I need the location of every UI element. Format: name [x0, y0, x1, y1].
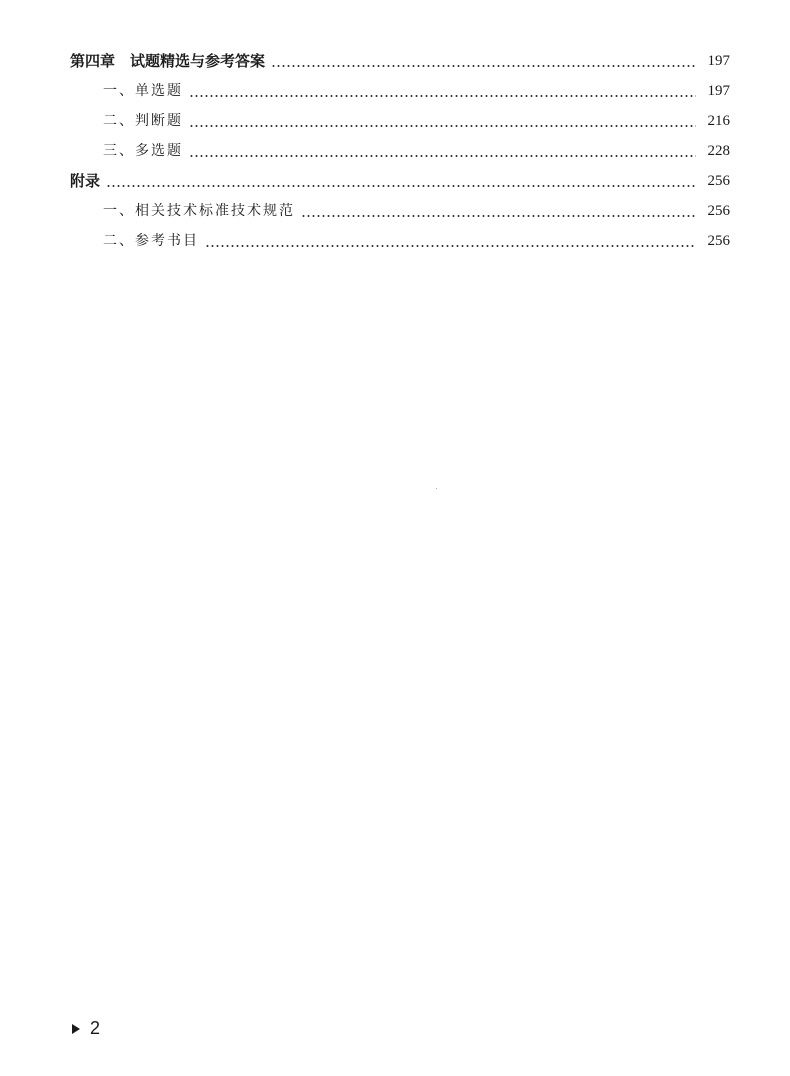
- toc-entry-page: 216: [707, 113, 730, 129]
- toc-entry-page: 197: [707, 53, 730, 69]
- toc-entry-title: 一、相关技术标准技术规范: [103, 203, 295, 219]
- toc-entry-page: 256: [707, 233, 730, 249]
- toc-entry-multiple-choice[interactable]: [70, 136, 730, 166]
- toc-entry-true-false[interactable]: [70, 106, 730, 136]
- dot-leader: [271, 46, 696, 76]
- dot-leader: [301, 196, 696, 226]
- dot-leader: [205, 226, 696, 256]
- dot-leader: [106, 166, 696, 196]
- scan-speck: [436, 488, 437, 489]
- toc-entry-title: 第四章 试题精选与参考答案: [70, 52, 266, 70]
- toc-entry-page: 197: [707, 83, 730, 99]
- toc-entry-single-choice[interactable]: [70, 76, 730, 106]
- table-of-contents: [70, 46, 730, 256]
- toc-entry-page: 228: [707, 143, 730, 159]
- toc-entry-chapter-4[interactable]: [70, 46, 730, 76]
- dot-leader: [189, 76, 696, 106]
- toc-entry-references[interactable]: [70, 226, 730, 256]
- toc-entry-title: 三、多选题: [103, 143, 183, 159]
- toc-entry-title: 附录: [70, 172, 101, 190]
- toc-entry-page: 256: [707, 203, 730, 219]
- toc-entry-standards[interactable]: [70, 196, 730, 226]
- dot-leader: [189, 136, 696, 166]
- right-triangle-icon: [72, 1024, 80, 1034]
- page-footer: [72, 1018, 100, 1039]
- dot-leader: [189, 106, 696, 136]
- toc-entry-title: 二、参考书目: [103, 233, 199, 249]
- toc-entry-appendix[interactable]: [70, 166, 730, 196]
- page-number: 2: [90, 1018, 101, 1038]
- toc-entry-title: 一、单选题: [103, 83, 183, 99]
- toc-entry-title: 二、判断题: [103, 113, 183, 129]
- toc-entry-page: 256: [707, 173, 730, 189]
